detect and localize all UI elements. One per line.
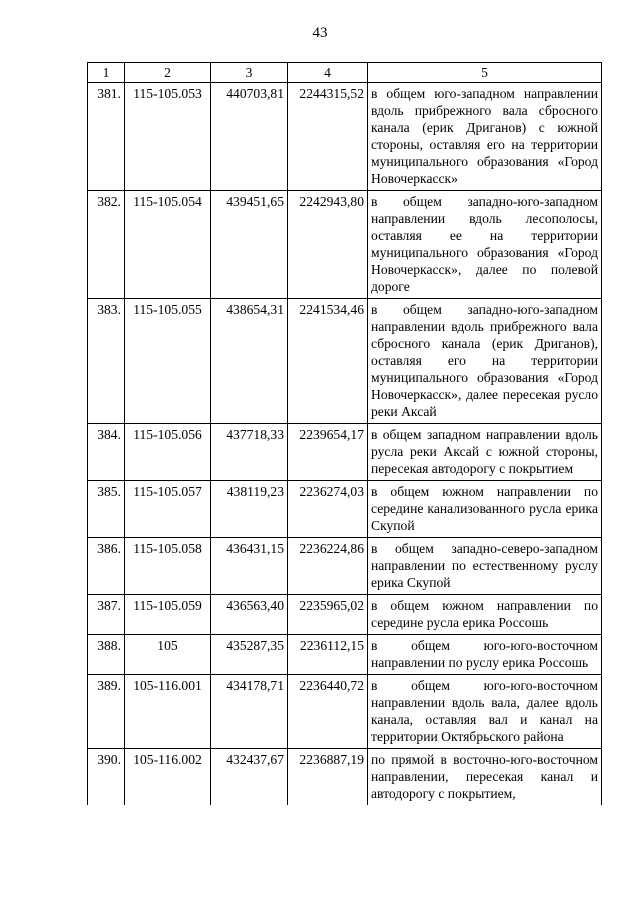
- coord-y: 2235965,02: [288, 595, 368, 635]
- boundary-description: по прямой в восточно-юго-восточном направлении, пересекая канал и автодорогу с покрытием,: [368, 749, 602, 806]
- boundary-description: в общем западно-юго-западном направлении вдоль прибрежного вала сбросного канала (ерик Дриганов), оставляя его на территории муниципального образования «Город Новочеркасск», далее пересекая русло реки Аксай: [368, 299, 602, 424]
- row-number: 381.: [88, 83, 125, 191]
- point-id: 115-105.054: [125, 191, 211, 299]
- row-number: 384.: [88, 424, 125, 481]
- boundary-description: в общем западном направлении вдоль русла реки Аксай с южной стороны, пересекая автодорогу с покрытием: [368, 424, 602, 481]
- table-row: [88, 481, 602, 538]
- header-col-5: 5: [368, 63, 602, 83]
- coord-x: 436431,15: [211, 538, 288, 595]
- coord-y: 2242943,80: [288, 191, 368, 299]
- coord-x: 436563,40: [211, 595, 288, 635]
- coord-x: 434178,71: [211, 675, 288, 749]
- coord-y: 2236887,19: [288, 749, 368, 806]
- point-id: 105: [125, 635, 211, 675]
- coord-x: 435287,35: [211, 635, 288, 675]
- coord-y: 2239654,17: [288, 424, 368, 481]
- point-id: 105-116.001: [125, 675, 211, 749]
- coord-y: 2236112,15: [288, 635, 368, 675]
- header-col-1: 1: [88, 63, 125, 83]
- coord-x: 438654,31: [211, 299, 288, 424]
- row-number: 382.: [88, 191, 125, 299]
- header-col-2: 2: [125, 63, 211, 83]
- table-row: [88, 83, 602, 191]
- point-id: 115-105.057: [125, 481, 211, 538]
- boundary-description: в общем западно-юго-западном направлении вдоль лесополосы, оставляя ее на территории муниципального образования «Город Новочеркасск», далее по полевой дороге: [368, 191, 602, 299]
- table-row: [88, 191, 602, 299]
- point-id: 115-105.056: [125, 424, 211, 481]
- table-row: [88, 749, 602, 806]
- coord-y: 2236440,72: [288, 675, 368, 749]
- page-number: 43: [312, 25, 328, 41]
- point-id: 115-105.058: [125, 538, 211, 595]
- row-number: 389.: [88, 675, 125, 749]
- table-row: [88, 299, 602, 424]
- coord-x: 438119,23: [211, 481, 288, 538]
- point-id: 115-105.053: [125, 83, 211, 191]
- point-id: 115-105.059: [125, 595, 211, 635]
- coord-x: 439451,65: [211, 191, 288, 299]
- table-row: [88, 675, 602, 749]
- boundary-description: в общем южном направлении по середине русла ерика Россошь: [368, 595, 602, 635]
- header-col-3: 3: [211, 63, 288, 83]
- coord-x: 437718,33: [211, 424, 288, 481]
- table-row: [88, 424, 602, 481]
- coord-y: 2244315,52: [288, 83, 368, 191]
- row-number: 388.: [88, 635, 125, 675]
- coord-y: 2236274,03: [288, 481, 368, 538]
- row-number: 390.: [88, 749, 125, 806]
- boundary-description: в общем южном направлении по середине канализованного русла ерика Скупой: [368, 481, 602, 538]
- point-id: 115-105.055: [125, 299, 211, 424]
- row-number: 386.: [88, 538, 125, 595]
- boundary-description: в общем юго-западном направлении вдоль прибрежного вала сбросного канала (ерик Дриганов) с южной стороны, оставляя его на территории муниципального образования «Город Новочеркасск»: [368, 83, 602, 191]
- row-number: 385.: [88, 481, 125, 538]
- boundary-description: в общем юго-юго-восточном направлении вдоль вала, далее вдоль канала, оставляя вал и канал на территории Октябрьского района: [368, 675, 602, 749]
- coord-y: 2236224,86: [288, 538, 368, 595]
- table-row: [88, 595, 602, 635]
- row-number: 383.: [88, 299, 125, 424]
- header-col-4: 4: [288, 63, 368, 83]
- table-row: [88, 635, 602, 675]
- boundary-description: в общем юго-юго-восточном направлении по руслу ерика Россошь: [368, 635, 602, 675]
- boundary-description: в общем западно-северо-западном направлении по естественному руслу ерика Скупой: [368, 538, 602, 595]
- point-id: 105-116.002: [125, 749, 211, 806]
- coord-x: 432437,67: [211, 749, 288, 806]
- table-header-row: [88, 63, 602, 83]
- boundary-table: [87, 62, 602, 805]
- table-row: [88, 538, 602, 595]
- row-number: 387.: [88, 595, 125, 635]
- coord-y: 2241534,46: [288, 299, 368, 424]
- coord-x: 440703,81: [211, 83, 288, 191]
